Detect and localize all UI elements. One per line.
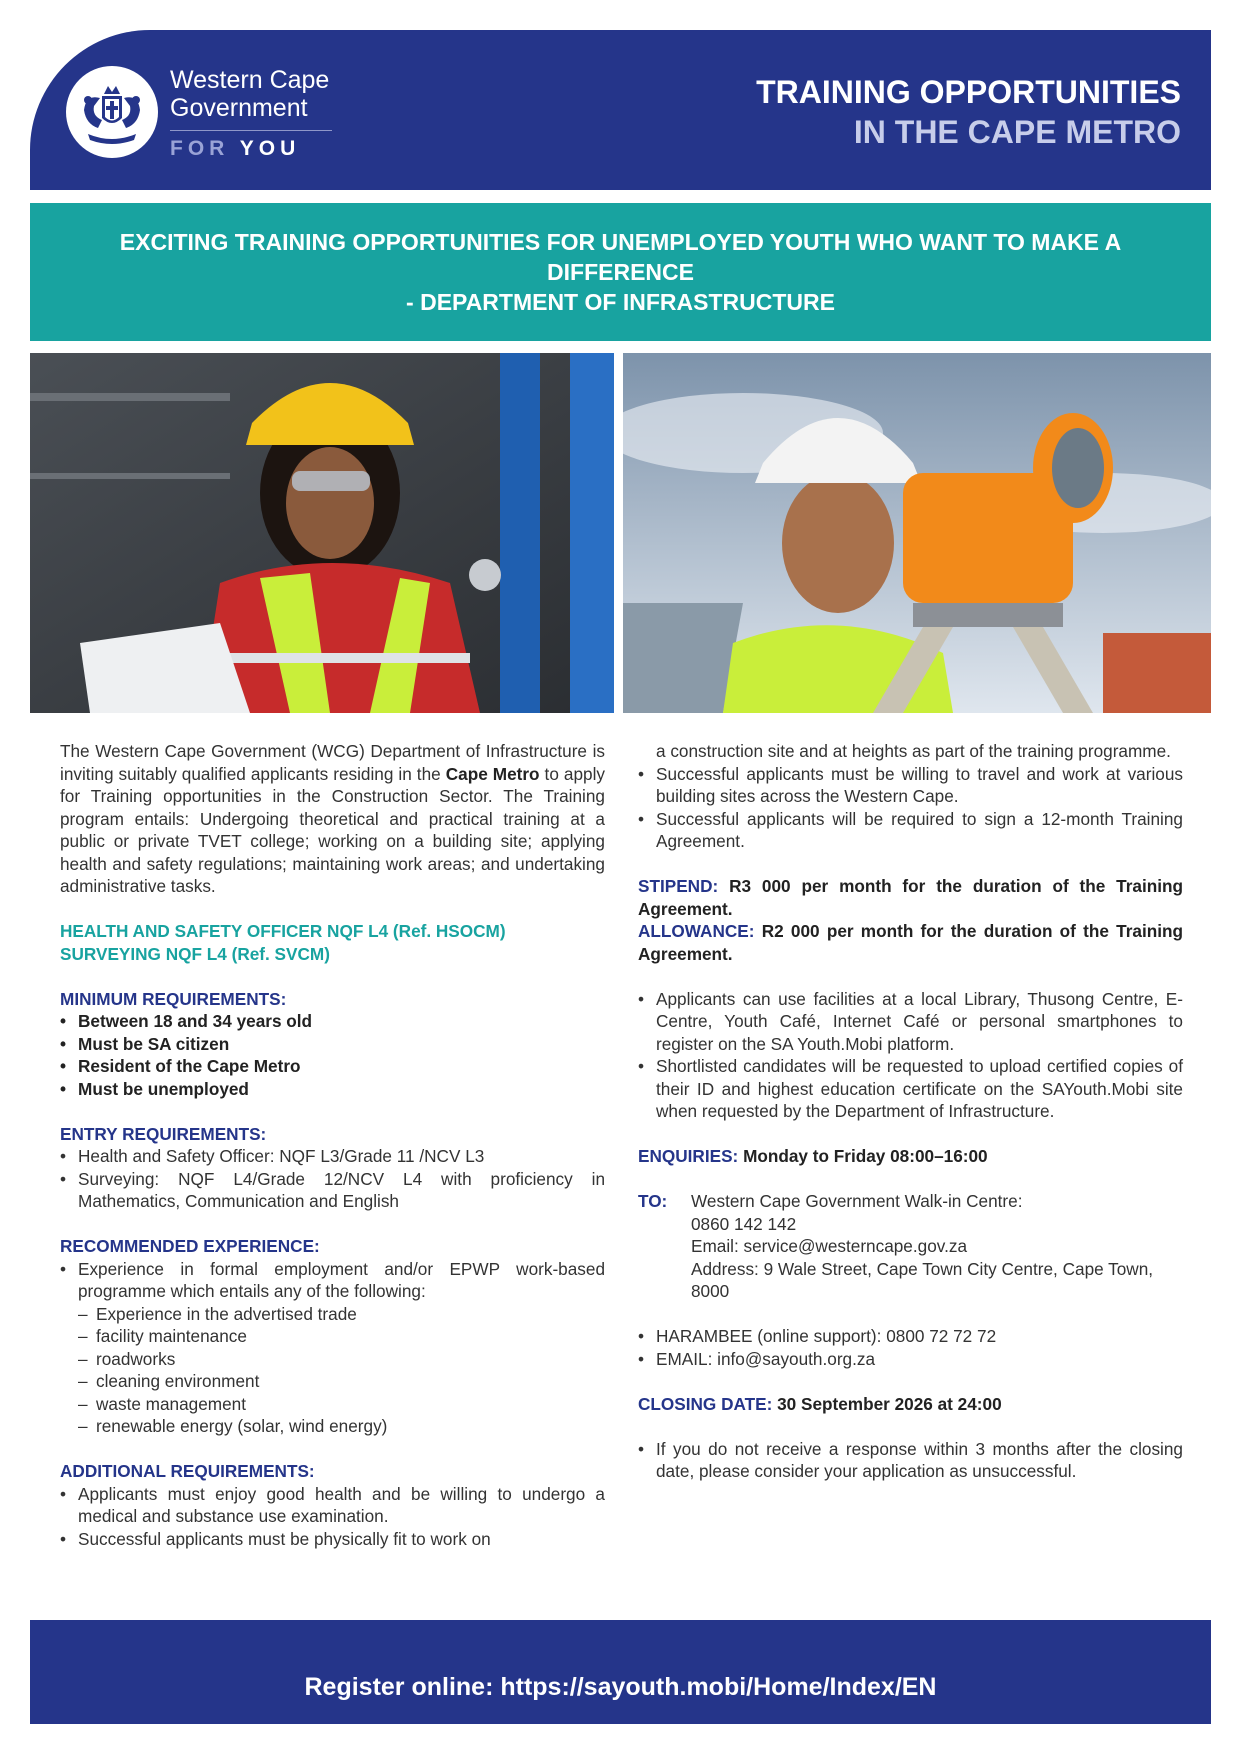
brand-wordmark: [170, 66, 332, 161]
list-item: • Must be unemployed: [60, 1078, 605, 1101]
minimum-requirements-list: [60, 1010, 605, 1100]
additional-requirements-continued: [638, 740, 1183, 853]
harambee-support[interactable]: • HARAMBEE (online support): 0800 72 72 72: [638, 1325, 1183, 1348]
intro-bold-location: Cape Metro: [445, 763, 540, 784]
brand-line-2: Government: [170, 94, 308, 122]
tagline-you: YOU: [239, 137, 301, 160]
tagline-for: FOR: [170, 137, 230, 160]
list-item: • Resident of the Cape Metro: [60, 1055, 605, 1078]
recommended-experience-list: [60, 1258, 605, 1303]
application-info-list: [638, 988, 1183, 1123]
contact-details: [691, 1190, 1183, 1303]
closing-date-info: [638, 1393, 1183, 1416]
additional-requirements-list: [60, 1483, 605, 1551]
list-item: – cleaning environment: [78, 1370, 605, 1393]
list-item: – waste management: [78, 1393, 605, 1416]
left-column: [60, 740, 605, 1550]
contact-phone[interactable]: 0860 142 142: [691, 1213, 797, 1234]
closing-date-value: 30 September 2026 at 24:00: [777, 1393, 1002, 1414]
intro-text-1: The Western Cape Government (WCG) Department of Infrastructure is inviting suitably qualified applicants residing in the: [60, 741, 605, 784]
list-item: • Successful applicants must be willing to travel and work at various building sites across the Western Cape.: [638, 763, 1183, 808]
enquiries-hours: Monday to Friday 08:00–16:00: [743, 1146, 988, 1166]
allowance-label: ALLOWANCE:: [638, 921, 755, 941]
list-item: • Shortlisted candidates will be requested to upload certified copies of their ID and highest education certificate on the SAYouth.Mobi site when requested by the Department of Infrastructure.: [638, 1055, 1183, 1123]
register-online-link[interactable]: Register online: https://sayouth.mobi/Home/Index/EN: [304, 1673, 937, 1701]
allowance-text: R2 000 per month for the duration of the Training Agreement.: [638, 921, 1183, 964]
list-item-continued: a construction site and at heights as part of the training programme.: [656, 741, 1171, 761]
enquiries-label: ENQUIRIES:: [638, 1146, 739, 1166]
list-item: • Successful applicants must be physically fit to work on: [60, 1528, 605, 1551]
entry-requirements-list: [60, 1145, 605, 1213]
contact-email[interactable]: Email: service@westerncape.gov.za: [691, 1236, 968, 1256]
list-item: – Experience in the advertised trade: [78, 1303, 605, 1326]
list-item: – renewable energy (solar, wind energy): [78, 1415, 605, 1438]
list-item: • Successful applicants will be required to sign a 12-month Training Agreement.: [638, 808, 1183, 853]
list-item: • Experience in formal employment and/or EPWP work-based programme which entails any of the following:: [60, 1258, 605, 1303]
title-line-2: IN THE CAPE METRO: [853, 114, 1181, 150]
stipend-text: R3 000 per month for the duration of the Training Agreement.: [638, 876, 1184, 919]
support-list: [638, 1325, 1183, 1370]
list-item: • Must be SA citizen: [60, 1033, 605, 1056]
recommended-experience-heading: RECOMMENDED EXPERIENCE:: [60, 1236, 320, 1256]
list-item: • Applicants must enjoy good health and be willing to undergo a medical and substance use examination.: [60, 1483, 605, 1528]
coat-of-arms-icon: [76, 74, 148, 150]
page-title: [756, 72, 1181, 152]
stipend-label: STIPEND:: [638, 876, 719, 896]
experience-sub-list: [60, 1303, 605, 1438]
closing-note-list: [638, 1438, 1183, 1483]
intro-paragraph: [60, 740, 605, 898]
contact-block: [638, 1190, 1183, 1303]
closing-date-label: CLOSING DATE:: [638, 1393, 773, 1414]
position-1-title: HEALTH AND SAFETY OFFICER NQF L4 (Ref. HSOCM): [60, 921, 506, 941]
banner-line-1: EXCITING TRAINING OPPORTUNITIES FOR UNEMPLOYED YOUTH WHO WANT TO MAKE A DIFFERENCE: [119, 229, 1122, 285]
allowance-info: [638, 920, 1183, 965]
brand-line-1: Western Cape: [170, 66, 330, 94]
photo-safety-officer: [30, 353, 614, 713]
list-item: • Surveying: NQF L4/Grade 12/NCV L4 with proficiency in Mathematics, Communication and English: [60, 1168, 605, 1213]
coat-of-arms-logo: [66, 66, 158, 158]
photo-surveyor: [623, 353, 1211, 713]
minimum-requirements-heading: MINIMUM REQUIREMENTS:: [60, 988, 287, 1009]
position-2-title: SURVEYING NQF L4 (Ref. SVCM): [60, 943, 330, 964]
to-label: TO:: [638, 1191, 668, 1211]
list-item: • Between 18 and 34 years old: [60, 1010, 605, 1033]
support-email[interactable]: • EMAIL: info@sayouth.org.za: [638, 1348, 1183, 1371]
additional-requirements-heading: ADDITIONAL REQUIREMENTS:: [60, 1461, 315, 1481]
right-column: [638, 740, 1183, 1483]
footer-banner: [30, 1620, 1211, 1724]
brand-divider: [170, 130, 332, 131]
walk-in-centre: Western Cape Government Walk-in Centre:: [691, 1191, 1023, 1211]
list-item: – roadworks: [78, 1348, 605, 1371]
contact-address: Address: 9 Wale Street, Cape Town City Centre, Cape Town, 8000: [691, 1258, 1154, 1301]
title-line-1: TRAINING OPPORTUNITIES: [756, 74, 1181, 110]
list-item: • Applicants can use facilities at a local Library, Thusong Centre, E-Centre, Youth Café, Internet Café or personal smartphones to register on the SA Youth.Mobi platform.: [638, 988, 1183, 1056]
header-banner: [30, 30, 1211, 190]
intro-text-2: to apply for Training opportunities in the Construction Sector. The Training program entails: Undergoing theoretical and practical training at a public or private TVET college; working on a building site; applying health and safety regulations; maintaining work areas; and undertaking administrative tasks.: [60, 763, 605, 896]
list-item: – facility maintenance: [78, 1325, 605, 1348]
list-item: • Health and Safety Officer: NQF L3/Grade 11 /NCV L3: [60, 1145, 605, 1168]
enquiries-info: [638, 1145, 1183, 1168]
list-item: • If you do not receive a response within 3 months after the closing date, please consider your application as unsuccessful.: [638, 1438, 1183, 1483]
banner-line-2: - DEPARTMENT OF INFRASTRUCTURE: [406, 289, 835, 315]
brand-tagline: [170, 137, 332, 161]
subtitle-banner: [30, 203, 1211, 341]
stipend-info: [638, 875, 1183, 920]
entry-requirements-heading: ENTRY REQUIREMENTS:: [60, 1123, 267, 1144]
